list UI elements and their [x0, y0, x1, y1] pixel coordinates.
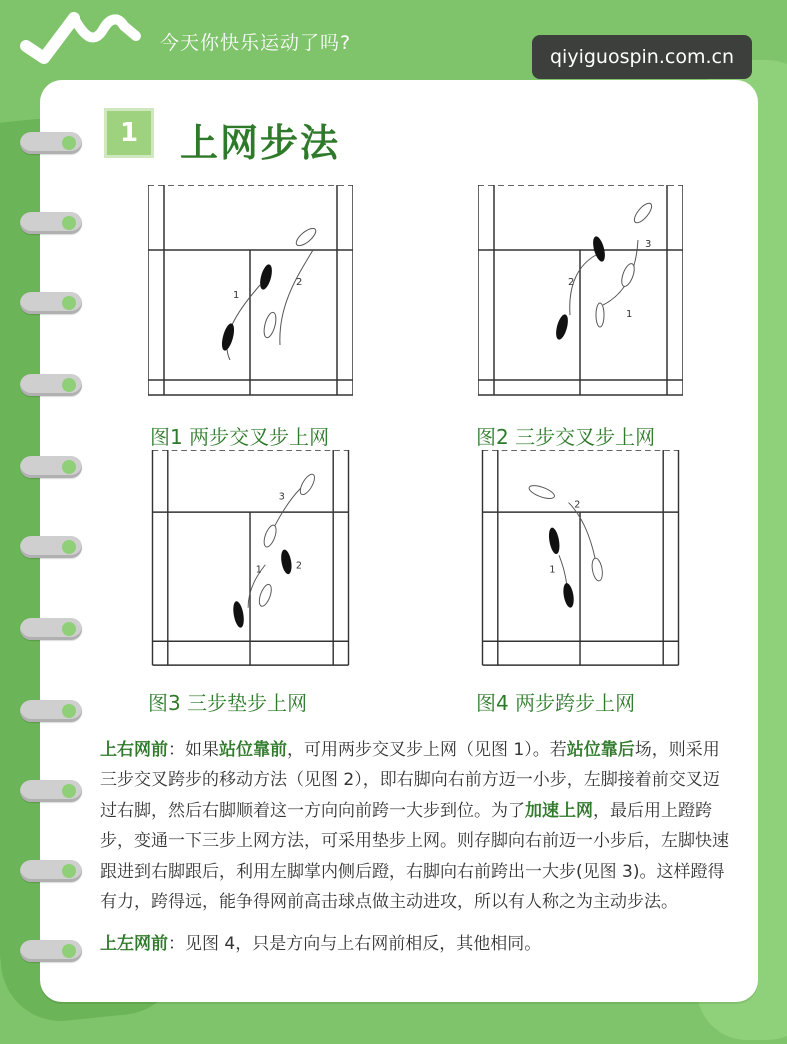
body-text [100, 735, 730, 972]
text-run: 加速上网 [525, 800, 593, 821]
step-label: 1 [255, 564, 262, 576]
step-label: 1 [626, 309, 633, 320]
binder-ring [20, 780, 82, 802]
figure-caption-1: 图1 两步交叉步上网 [150, 425, 330, 449]
step-label: 1 [549, 564, 556, 576]
text-run: 上左网前 [100, 934, 168, 955]
text-run: ：如果 [168, 740, 219, 760]
step-label: 2 [296, 277, 303, 288]
binder-ring [20, 940, 82, 962]
binder-ring [20, 700, 82, 722]
step-label: 2 [568, 277, 575, 288]
court-diagram-2 [478, 185, 683, 403]
step-label: 3 [645, 239, 652, 250]
section-title: 上网步法 [180, 121, 341, 165]
binder-ring [20, 292, 82, 314]
watermark-badge: qiyiguospin.com.cn [532, 35, 752, 79]
figure-caption-3: 图3 三步垫步上网 [148, 691, 308, 715]
text-run: ：见图 4，只是方向与上右网前相反，其他相同。 [168, 934, 542, 955]
court-diagram-1 [148, 185, 353, 403]
step-label: 3 [278, 491, 285, 503]
text-run: ，可用两步交叉步上网（见图 1）。若 [287, 740, 567, 760]
binder-ring [20, 374, 82, 396]
court-diagram-3 [148, 450, 353, 668]
text-run: 站位靠前 [219, 740, 287, 760]
figure-caption-2: 图2 三步交叉步上网 [476, 425, 656, 449]
step-label: 2 [574, 499, 581, 511]
figure-caption-4: 图4 两步跨步上网 [476, 691, 636, 715]
court-diagram-4 [478, 450, 683, 668]
binder-ring [20, 456, 82, 478]
binder-ring [20, 132, 82, 154]
text-run: 上右网前 [100, 740, 168, 760]
step-label: 1 [233, 290, 240, 301]
checkmark-logo-icon [14, 6, 149, 66]
binder-ring [20, 860, 82, 882]
text-run: 场，则采用三步交叉跨步的移动方法（见图 2），即右脚向右前方迈一小步，左脚接着前交叉迈过右脚，然后右脚顺着这一方向向前跨一大步到位。为了 [100, 740, 720, 821]
paragraph-right-net [100, 735, 730, 917]
binder-ring [20, 618, 82, 640]
paragraph-left-net [100, 929, 730, 959]
step-label: 2 [295, 560, 302, 572]
text-run: 站位靠后 [566, 740, 635, 760]
text-run: ，最后用上蹬跨步，变通一下三步上网方法，可采用垫步上网。则存脚向右前迈一小步后，左脚快速跟进到右脚跟后，利用左脚掌内侧后蹬，右脚向右前跨出一大步(见图 3)。这样蹬得有力，跨得远，能争得网前高击球点做主动进攻，所以有人称之为主动步法。 [100, 800, 729, 913]
binder-ring [20, 212, 82, 234]
slogan-text: 今天你快乐运动了吗? [160, 32, 352, 54]
section-number-badge: 1 [104, 108, 154, 158]
binder-ring [20, 536, 82, 558]
